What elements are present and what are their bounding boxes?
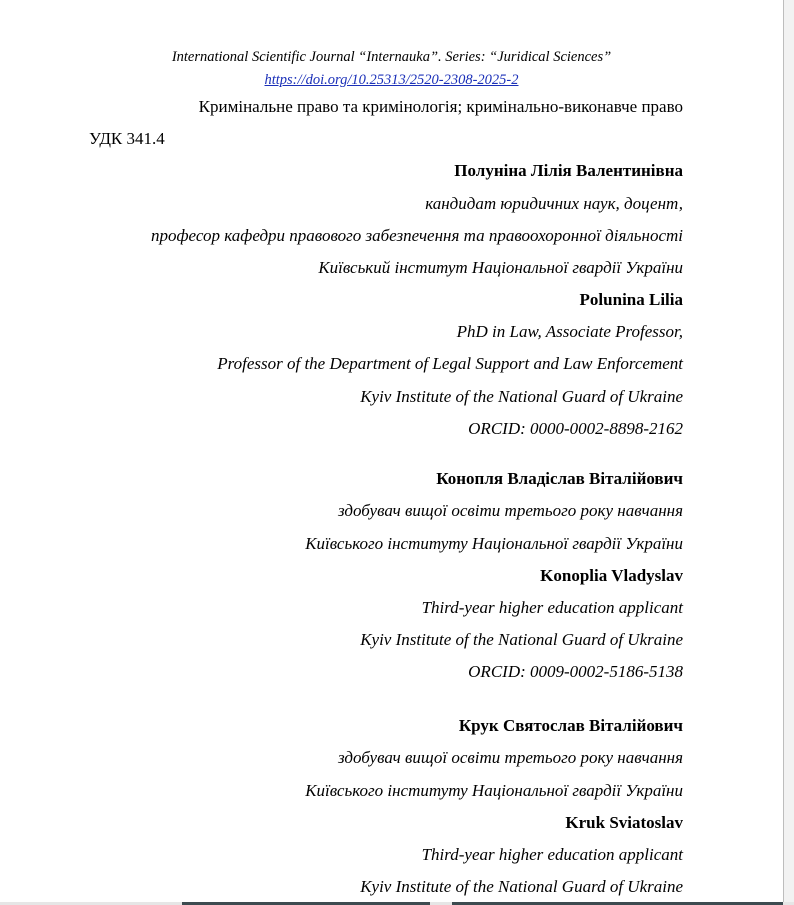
author-2-status-en: Third-year higher education applicant bbox=[421, 598, 683, 617]
author-1-degree-en: PhD in Law, Associate Professor, bbox=[456, 322, 683, 341]
author-2-orcid: ORCID: 0009-0002-5186-5138 bbox=[468, 662, 683, 681]
udk-code: УДК 341.4 bbox=[89, 129, 165, 148]
author-1-degree-ua: кандидат юридичних наук, доцент, bbox=[425, 194, 683, 213]
doi-link[interactable]: https://doi.org/10.25313/2520-2308-2025-2 bbox=[264, 72, 519, 88]
author-2-institution-ua: Київського інституту Національної гвардії України bbox=[305, 534, 683, 553]
author-1-institution-ua: Київський інститут Національної гвардії України bbox=[318, 258, 683, 277]
author-1-name-en: Polunina Lilia bbox=[579, 290, 683, 309]
author-1-orcid: ORCID: 0000-0002-8898-2162 bbox=[468, 419, 683, 438]
author-1-institution-en: Kyiv Institute of the National Guard of Ukraine bbox=[360, 387, 683, 406]
author-3-status-en: Third-year higher education applicant bbox=[421, 845, 683, 864]
author-2-institution-en: Kyiv Institute of the National Guard of Ukraine bbox=[360, 630, 683, 649]
author-3-status-ua: здобувач вищої освіти третього року навчання bbox=[337, 748, 683, 767]
author-2-name-ua: Конопля Владіслав Віталійович bbox=[436, 469, 683, 488]
author-3-name-ua: Крук Святослав Віталійович bbox=[458, 716, 683, 735]
author-1-position-ua: професор кафедри правового забезпечення та правоохоронної діяльності bbox=[150, 226, 683, 245]
author-1-name-ua: Полуніна Лілія Валентинівна bbox=[454, 161, 683, 180]
section-heading: Кримінальне право та кримінологія; кримінально-виконавче право bbox=[198, 97, 683, 116]
page-edge bbox=[783, 0, 794, 905]
journal-title: International Scientific Journal “Internauka”. Series: “Juridical Sciences” bbox=[171, 49, 612, 65]
author-3-name-en: Kruk Sviatoslav bbox=[565, 813, 683, 832]
author-2-status-ua: здобувач вищої освіти третього року навчання bbox=[337, 501, 683, 520]
author-3-institution-en: Kyiv Institute of the National Guard of Ukraine bbox=[360, 877, 683, 896]
author-3-institution-ua: Київського інституту Національної гвардії України bbox=[305, 781, 683, 800]
author-1-position-en: Professor of the Department of Legal Support and Law Enforcement bbox=[217, 354, 683, 373]
author-2-name-en: Konoplia Vladyslav bbox=[540, 566, 683, 585]
